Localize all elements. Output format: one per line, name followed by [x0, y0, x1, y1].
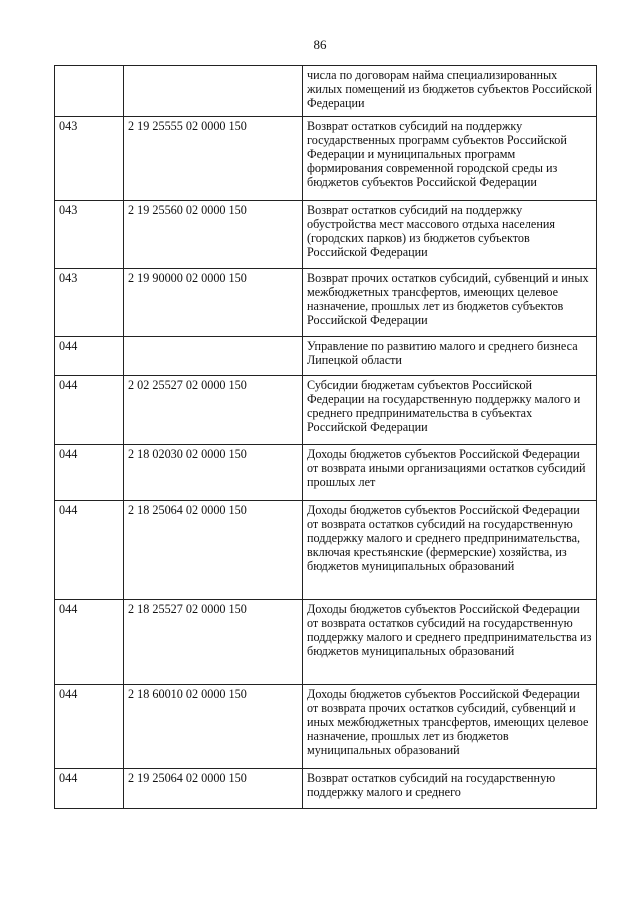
income-description-cell: Возврат остатков субсидий на поддержку государственных программ субъектов Российской Федерации и муниципальных программ формирования современной городской среды из бюджетов субъектов Российской Федерации — [303, 117, 597, 201]
admin-code-cell: 043 — [55, 117, 124, 201]
budget-classification-code-cell — [124, 66, 303, 117]
budget-classification-code-cell: 2 18 60010 02 0000 150 — [124, 685, 303, 769]
admin-code-cell: 044 — [55, 769, 124, 809]
table-row — [55, 201, 597, 269]
income-description-cell: Управление по развитию малого и среднего бизнеса Липецкой области — [303, 337, 597, 376]
budget-classification-code-cell: 2 02 25527 02 0000 150 — [124, 376, 303, 445]
budget-classification-code-cell: 2 18 25527 02 0000 150 — [124, 600, 303, 685]
table-row — [55, 501, 597, 600]
budget-classification-code-cell: 2 19 90000 02 0000 150 — [124, 269, 303, 337]
table-row — [55, 269, 597, 337]
admin-code-cell: 044 — [55, 600, 124, 685]
table-row — [55, 685, 597, 769]
income-description-cell: Доходы бюджетов субъектов Российской Федерации от возврата остатков субсидий на государственную поддержку малого и среднего предпринимательства, включая крестьянские (фермерские) хозяйства, из бюджетов муниципальных образований — [303, 501, 597, 600]
admin-code-cell: 043 — [55, 201, 124, 269]
income-description-cell: Доходы бюджетов субъектов Российской Федерации от возврата остатков субсидий на государственную поддержку малого и среднего предпринимательства из бюджетов муниципальных образований — [303, 600, 597, 685]
income-description-cell: числа по договорам найма специализированных жилых помещений из бюджетов субъектов Российской Федерации — [303, 66, 597, 117]
income-description-cell: Возврат остатков субсидий на государственную поддержку малого и среднего — [303, 769, 597, 809]
admin-code-cell: 044 — [55, 445, 124, 501]
budget-classification-code-cell: 2 19 25560 02 0000 150 — [124, 201, 303, 269]
table-row — [55, 337, 597, 376]
table-row — [55, 376, 597, 445]
income-description-cell: Доходы бюджетов субъектов Российской Федерации от возврата прочих остатков субсидий, субвенций и иных межбюджетных трансфертов, имеющих целевое назначение, прошлых лет из бюджетов муниципальных образований — [303, 685, 597, 769]
admin-code-cell: 044 — [55, 685, 124, 769]
admin-code-cell — [55, 66, 124, 117]
table-row — [55, 445, 597, 501]
page-number: 86 — [313, 37, 327, 52]
table-row — [55, 117, 597, 201]
income-description-cell: Доходы бюджетов субъектов Российской Федерации от возврата иными организациями остатков субсидий прошлых лет — [303, 445, 597, 501]
admin-code-cell: 044 — [55, 376, 124, 445]
table-row — [55, 66, 597, 117]
budget-classification-code-cell — [124, 337, 303, 376]
table-row — [55, 769, 597, 809]
table-row — [55, 600, 597, 685]
budget-classification-code-cell: 2 19 25555 02 0000 150 — [124, 117, 303, 201]
admin-code-cell: 043 — [55, 269, 124, 337]
admin-code-cell: 044 — [55, 337, 124, 376]
income-codes-table — [54, 65, 597, 809]
admin-code-cell: 044 — [55, 501, 124, 600]
income-description-cell: Возврат остатков субсидий на поддержку обустройства мест массового отдыха населения (городских парков) из бюджетов субъектов Российской Федерации — [303, 201, 597, 269]
income-description-cell: Субсидии бюджетам субъектов Российской Федерации на государственную поддержку малого и среднего предпринимательства в субъектах Российской Федерации — [303, 376, 597, 445]
budget-classification-code-cell: 2 18 25064 02 0000 150 — [124, 501, 303, 600]
budget-classification-code-cell: 2 18 02030 02 0000 150 — [124, 445, 303, 501]
income-description-cell: Возврат прочих остатков субсидий, субвенций и иных межбюджетных трансфертов, имеющих целевое назначение, прошлых лет из бюджетов субъектов Российской Федерации — [303, 269, 597, 337]
budget-classification-code-cell: 2 19 25064 02 0000 150 — [124, 769, 303, 809]
